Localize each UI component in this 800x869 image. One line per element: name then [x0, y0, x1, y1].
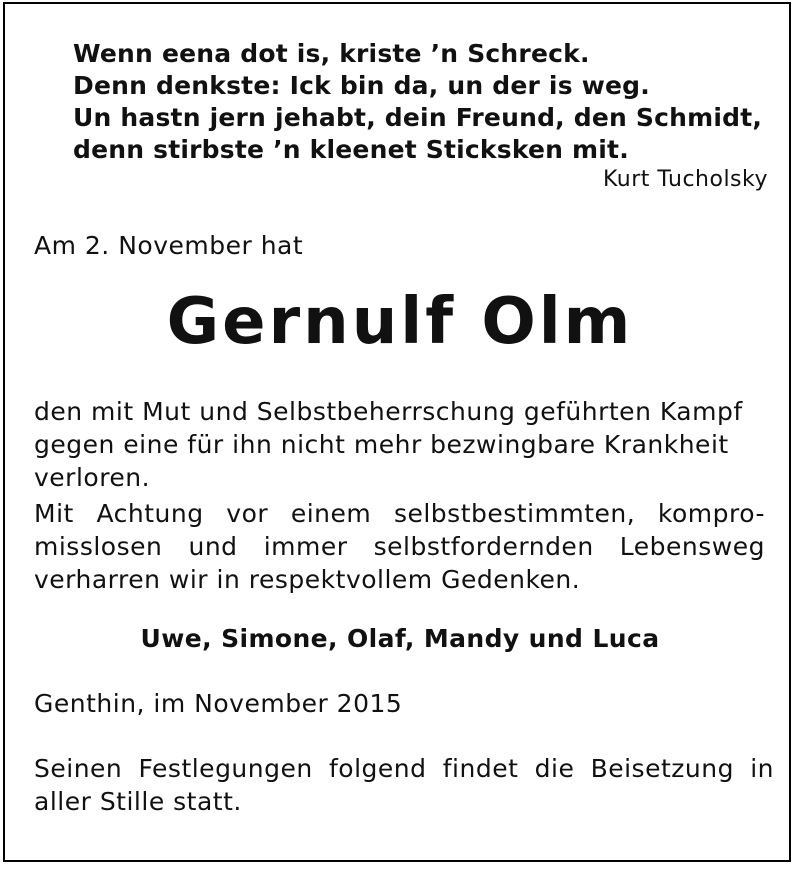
closing-text — [34, 752, 774, 818]
quote-line: Un hastn jern jehabt, dein Freund, den Schmidt, — [73, 103, 763, 132]
paragraph-line: verloren. — [34, 463, 151, 492]
intro-text: Am 2. November hat — [34, 231, 304, 260]
quote-line: denn stirbste ’n kleenet Sticksken mit. — [73, 135, 629, 164]
quote-line: Denn denkste: Ick bin da, un der is weg. — [73, 71, 650, 100]
quote-line: Wenn eena dot is, kriste ’n Schreck. — [73, 39, 590, 68]
paragraph-line: Seinen Festlegungen folgend findet die Beisetzung in — [34, 754, 774, 783]
paragraph-line: gegen eine für ihn nicht mehr bezwingbare Krankheit — [34, 430, 729, 459]
paragraph-line: verharren wir in respektvollem Gedenken. — [34, 565, 581, 594]
quote-author: Kurt Tucholsky — [602, 167, 768, 192]
signers: Uwe, Simone, Olaf, Mandy und Luca — [140, 624, 660, 653]
paragraph-line: den mit Mut und Selbstbeherrschung geführten Kampf — [34, 397, 743, 426]
deceased-name: Gernulf Olm — [166, 285, 634, 359]
place-date: Genthin, im November 2015 — [34, 689, 403, 718]
paragraph-line: aller Stille statt. — [34, 787, 242, 816]
paragraph-remembrance — [34, 497, 765, 596]
paragraph-struggle — [34, 395, 774, 494]
paragraph-line: Mit Achtung vor einem selbstbestimmten, kompro- — [34, 499, 765, 528]
paragraph-line: misslosen und immer selbstfordernden Lebensweg — [34, 532, 765, 561]
quote-block — [73, 38, 773, 166]
